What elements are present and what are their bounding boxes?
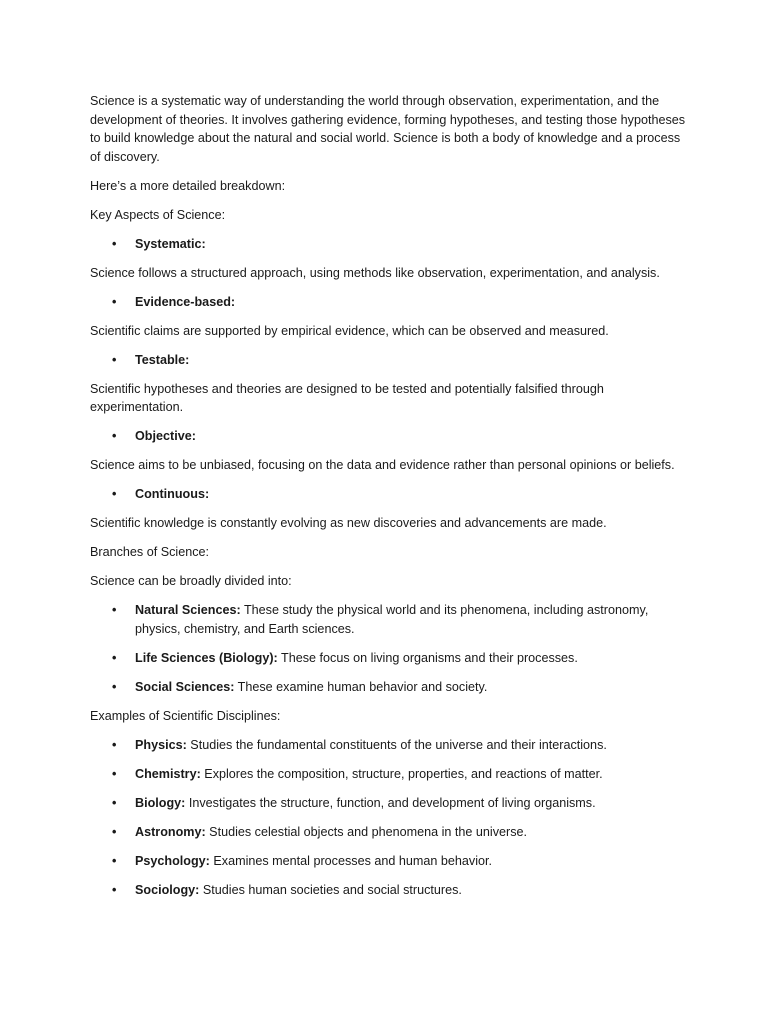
example-description: Examines mental processes and human behavior. (209, 853, 493, 868)
aspect-item (90, 485, 690, 504)
branch-item (90, 649, 690, 668)
aspect-item (90, 293, 690, 312)
example-term: Chemistry: (135, 766, 201, 781)
aspect-item (90, 427, 690, 446)
example-description: Studies the fundamental constituents of the universe and their interactions. (186, 737, 607, 752)
example-item (90, 823, 690, 842)
example-term: Physics: (135, 737, 187, 752)
aspect-list-4 (90, 427, 690, 446)
branch-term: Social Sciences: (135, 679, 235, 694)
aspect-list-2 (90, 293, 690, 312)
branches-heading: Branches of Science: (90, 545, 210, 560)
branch-term: Natural Sciences: (135, 603, 241, 618)
branches-intro: Science can be broadly divided into: (90, 574, 292, 589)
example-term: Biology: (135, 795, 186, 810)
example-item (90, 736, 690, 755)
example-description: Studies human societies and social structures. (199, 882, 462, 897)
branch-description: These examine human behavior and society. (234, 679, 488, 694)
aspect-term: Testable: (135, 352, 190, 367)
breakdown-line: Here’s a more detailed breakdown: (90, 178, 286, 193)
aspect-description: Scientific knowledge is constantly evolving as new discoveries and advancements are made. (90, 516, 607, 531)
aspect-item (90, 235, 690, 254)
branch-description: These focus on living organisms and their processes. (277, 650, 578, 665)
example-description: Explores the composition, structure, properties, and reactions of matter. (200, 766, 603, 781)
branch-description: These study the physical world and its phenomena, including astronomy, physics, chemistry, and Earth sciences. (135, 603, 649, 636)
document-page (90, 92, 690, 910)
intro-paragraph: Science is a systematic way of understanding the world through observation, experimentation, and the development of theories. It involves gathering evidence, forming hypotheses, and testing those hypotheses to build knowledge about the natural and social world. Science is both a body of knowledge and a process of discovery. (90, 94, 686, 164)
aspect-description: Scientific claims are supported by empirical evidence, which can be observed and measured. (90, 323, 609, 338)
example-item (90, 852, 690, 871)
aspect-list-5 (90, 485, 690, 504)
aspect-description: Science follows a structured approach, using methods like observation, experimentation, and analysis. (90, 265, 660, 280)
aspect-description: Scientific hypotheses and theories are designed to be tested and potentially falsified through experimentation. (90, 381, 604, 415)
example-item (90, 765, 690, 784)
aspect-term: Objective: (135, 429, 196, 444)
aspect-list-3 (90, 351, 690, 370)
branches-list (90, 601, 690, 696)
aspect-list-1 (90, 235, 690, 254)
example-term: Sociology: (135, 882, 200, 897)
example-item (90, 794, 690, 813)
aspect-term: Systematic: (135, 236, 206, 251)
branch-item (90, 678, 690, 697)
examples-heading: Examples of Scientific Disciplines: (90, 708, 281, 723)
key-aspects-heading: Key Aspects of Science: (90, 207, 226, 222)
aspect-item (90, 351, 690, 370)
example-item (90, 881, 690, 900)
example-term: Astronomy: (135, 824, 206, 839)
aspect-term: Continuous: (135, 487, 210, 502)
branch-item (90, 601, 690, 638)
branch-term: Life Sciences (Biology): (135, 650, 278, 665)
example-description: Studies celestial objects and phenomena in the universe. (205, 824, 528, 839)
aspect-term: Evidence-based: (135, 294, 236, 309)
example-description: Investigates the structure, function, and development of living organisms. (185, 795, 596, 810)
example-term: Psychology: (135, 853, 210, 868)
examples-list (90, 736, 690, 900)
aspect-description: Science aims to be unbiased, focusing on the data and evidence rather than personal opinions or beliefs. (90, 458, 675, 473)
